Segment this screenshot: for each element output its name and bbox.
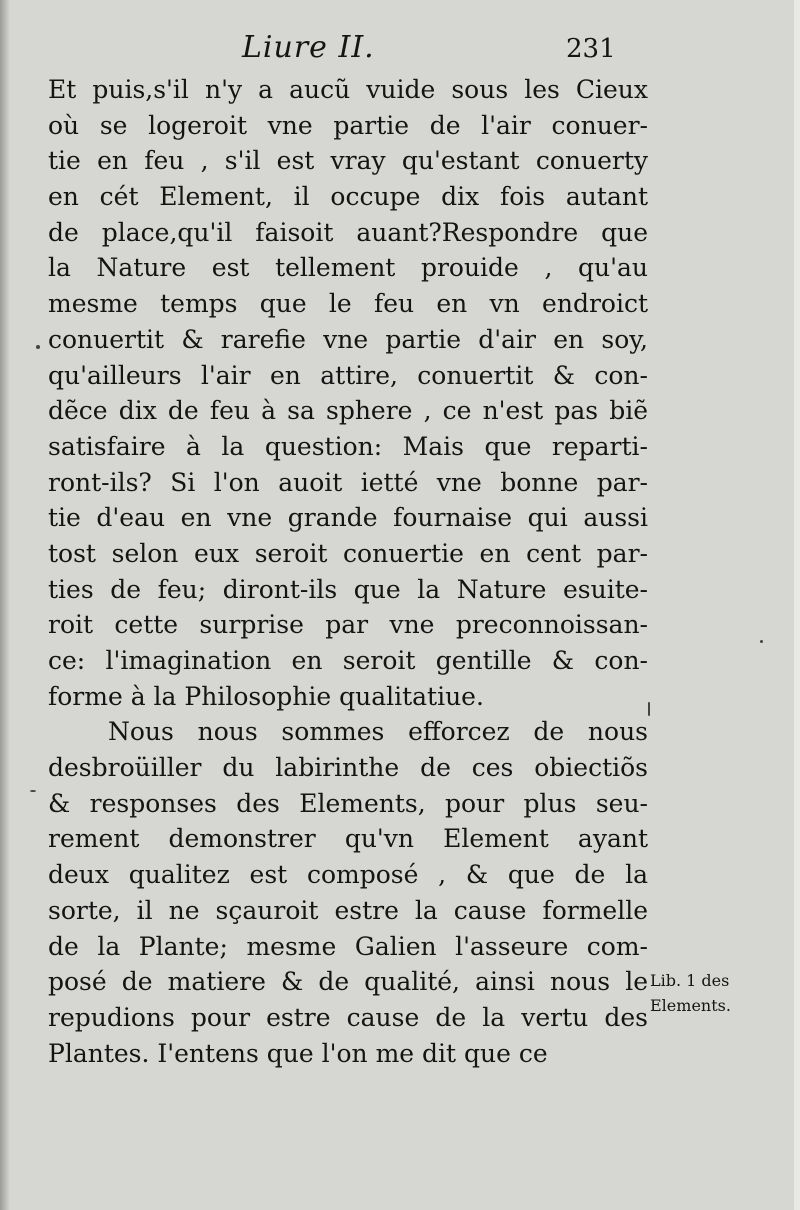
page-edge (794, 0, 800, 1210)
text-line: ties de feu; diront-ils que la Nature esuite- (48, 574, 648, 604)
body-text (48, 72, 648, 1071)
text-line: dẽce dix de feu à sa sphere , ce n'est pas biẽ (48, 396, 648, 426)
text-line: deux qualitez est composé , & que de la (48, 860, 648, 890)
ink-speck (648, 702, 650, 716)
text-line: & responses des Elements, pour plus seu- (48, 788, 648, 818)
running-title: Liure II. (242, 30, 375, 65)
ink-speck (30, 790, 36, 792)
text-line: tost selon eux seroit conuertie en cent par- (48, 538, 648, 568)
text-line: ce: l'imagination en seroit gentille & con- (48, 646, 648, 675)
text-line: mesme temps que le feu en vn endroict (48, 289, 648, 319)
text-line: Plantes. I'entens que l'on me dit que ce (48, 1038, 548, 1068)
text-line: qu'ailleurs l'air en attire, conuertit & con- (48, 360, 648, 390)
paragraph (48, 72, 648, 714)
margin-note-line: Elements. (650, 996, 731, 1015)
text-line: forme à la Philosophie qualitatiue. (48, 681, 484, 711)
margin-note (650, 968, 790, 1018)
text-line: tie d'eau en vne grande fournaise qui aussi (48, 503, 648, 533)
text-line: ront-ils? Si l'on auoit ietté vne bonne par- (48, 467, 648, 497)
text-line: de la Plante; mesme Galien l'asseure com- (48, 931, 648, 961)
text-line: sorte, il ne sçauroit estre la cause formelle (48, 895, 648, 925)
page-gutter-shadow (0, 0, 10, 1210)
text-line: posé de matiere & de qualité, ainsi nous le (48, 967, 648, 997)
text-line: la Nature est tellement prouide , qu'au (48, 253, 648, 283)
text-line: repudions pour estre cause de la vertu des (48, 1002, 648, 1032)
text-line: satisfaire à la question: Mais que reparti- (48, 431, 648, 461)
paragraph (48, 714, 648, 1071)
text-line: Et puis,s'il n'y a aucũ vuide sous les Cieux (48, 75, 648, 104)
ink-speck (760, 640, 763, 643)
text-line: tie en feu , s'il est vray qu'estant conuerty (48, 146, 648, 176)
ink-speck (36, 345, 40, 349)
margin-note-line: Lib. 1 des (650, 971, 730, 990)
text-line: rement demonstrer qu'vn Element ayant (48, 824, 648, 854)
text-line: Nous nous sommes efforcez de nous (108, 717, 648, 747)
text-line: de place,qu'il faisoit auant?Respondre que (48, 217, 648, 247)
page-number: 231 (566, 34, 616, 64)
text-line: où se logeroit vne partie de l'air conuer- (48, 110, 648, 140)
text-line: desbroüiller du labirinthe de ces obiectiõs (48, 753, 648, 783)
text-line: roit cette surprise par vne preconnoissan- (48, 610, 648, 640)
text-line: en cét Element, il occupe dix fois autant (48, 182, 648, 212)
text-line: conuertit & rarefie vne partie d'air en soy, (48, 324, 648, 354)
running-head (0, 30, 800, 70)
